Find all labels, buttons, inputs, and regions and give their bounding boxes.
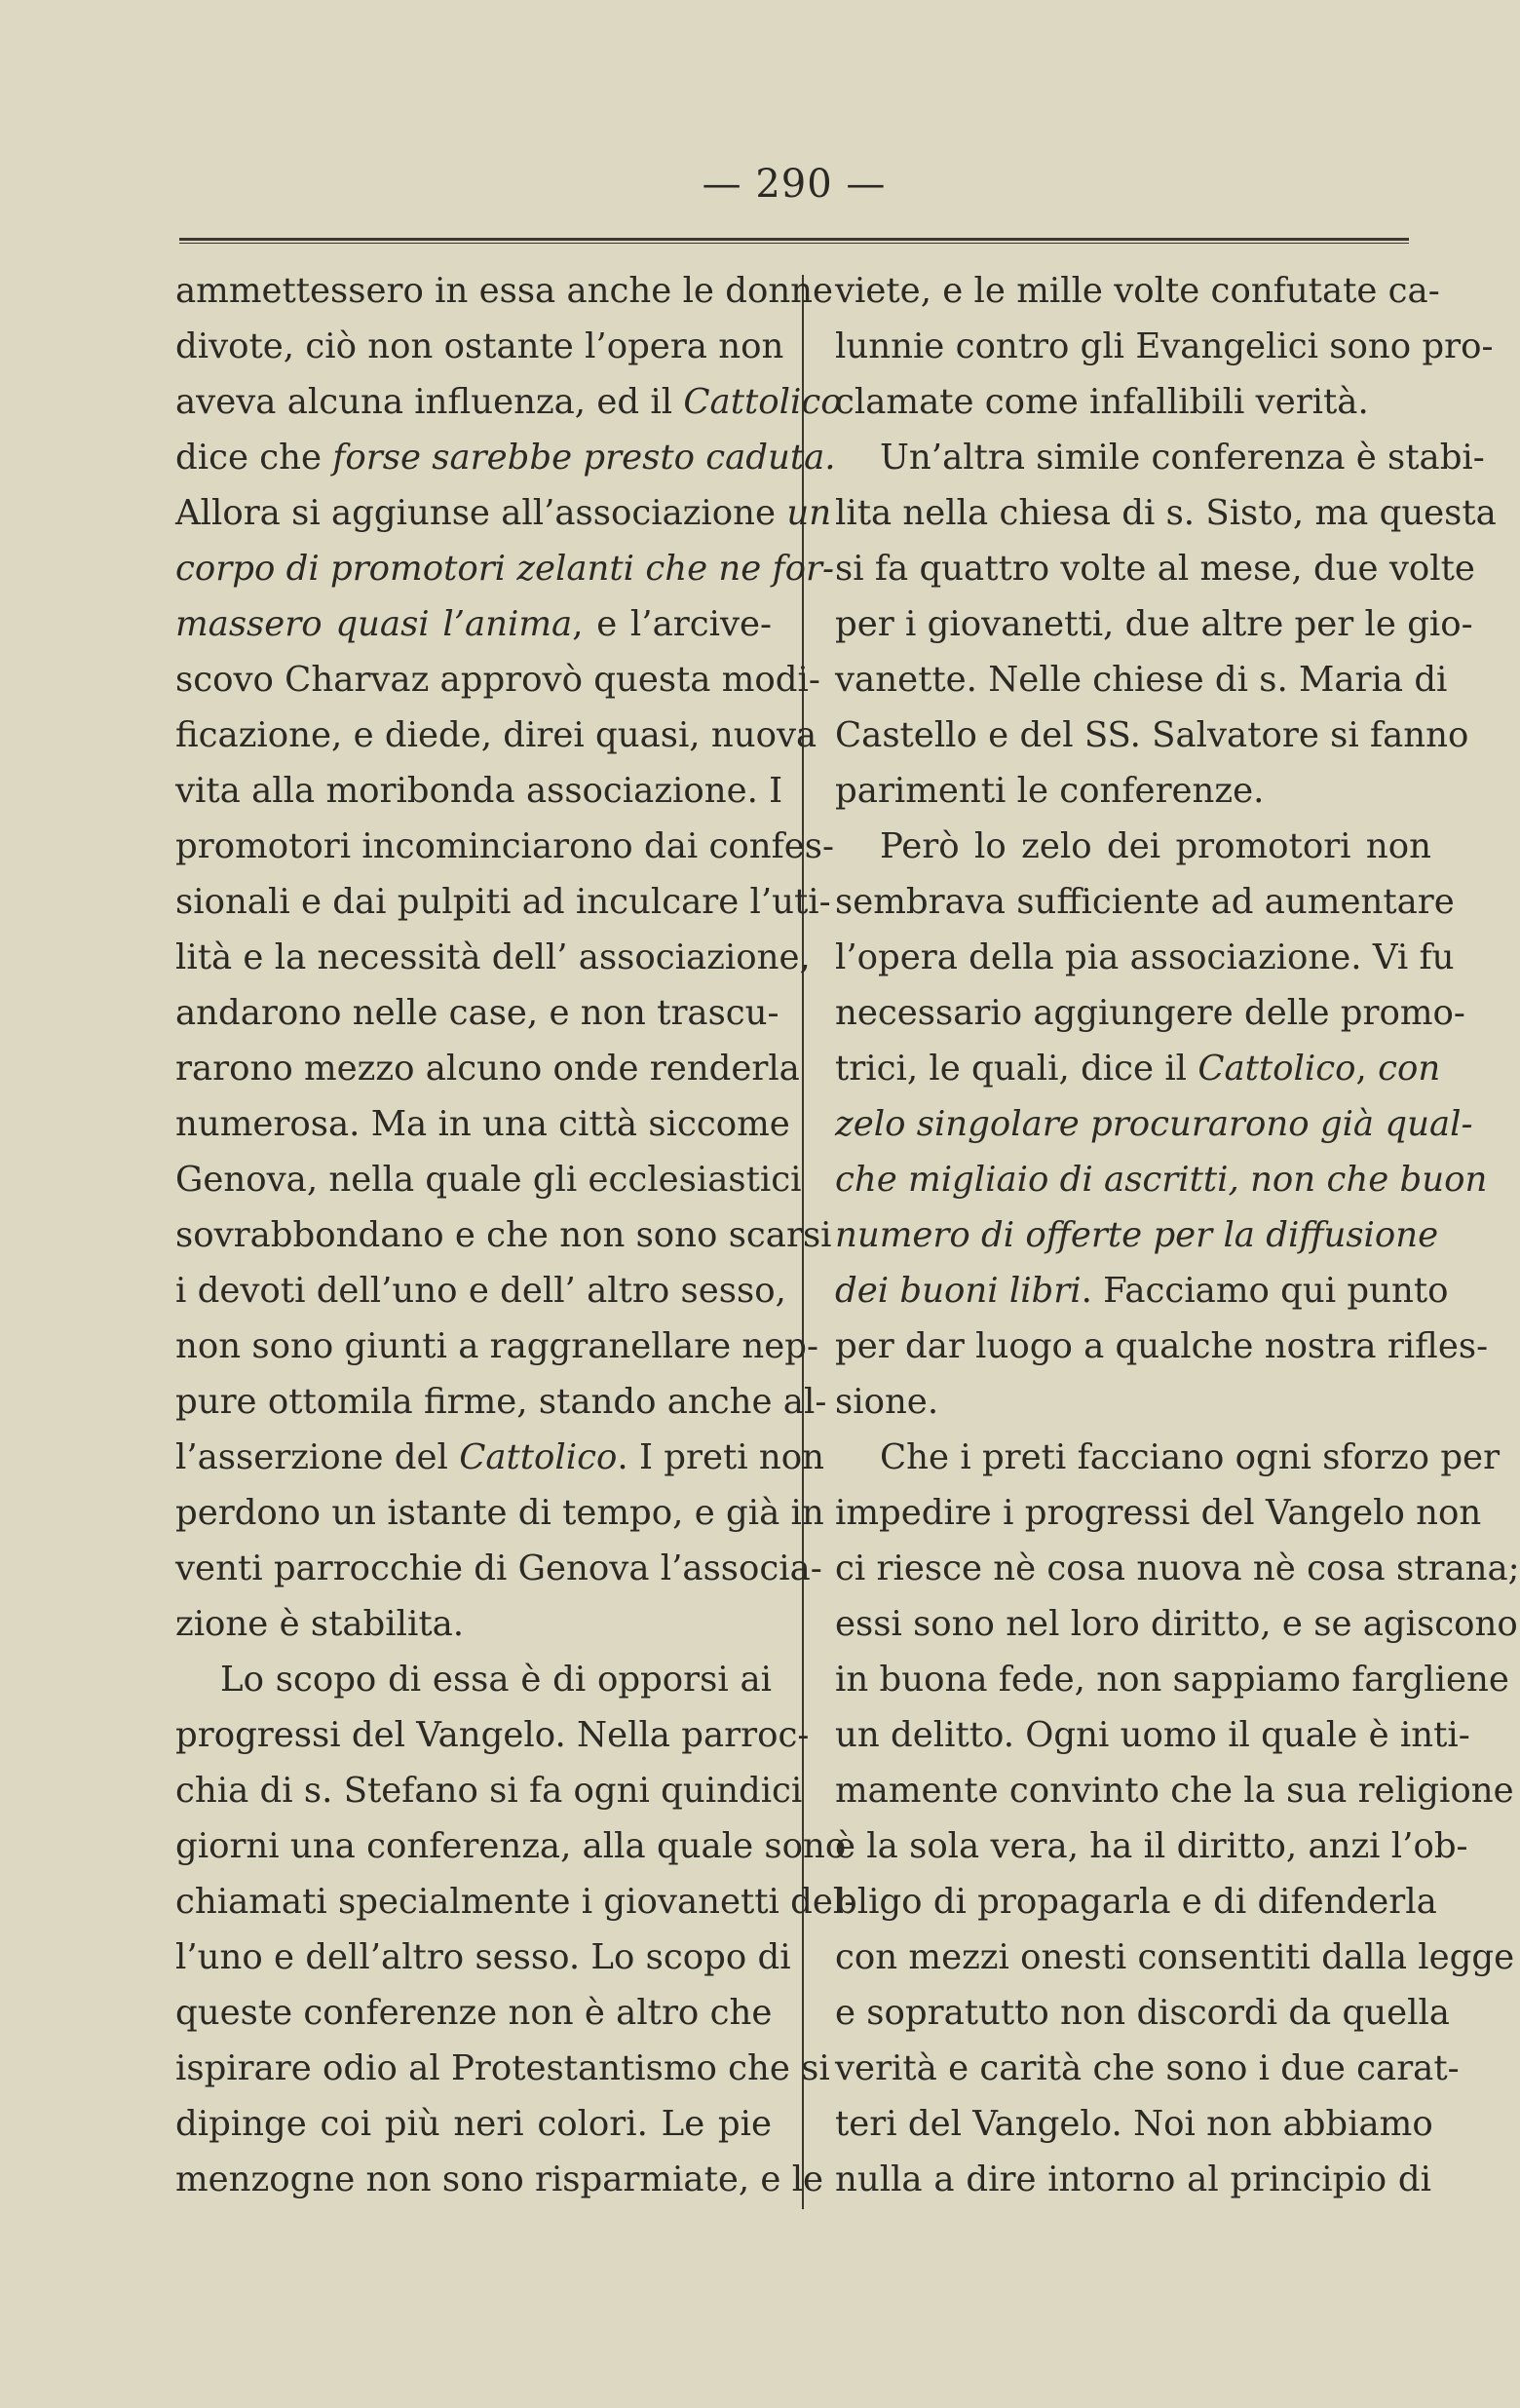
- text-line: [835, 263, 1440, 319]
- text-line: [835, 985, 1465, 1041]
- text-segment: in buona fede, non sappiamo fargliene: [835, 1660, 1509, 1700]
- text-line: [835, 1041, 1441, 1096]
- italic-text: zelo singolare procurarono già qual-: [835, 1104, 1473, 1144]
- text-segment: perdono un istante di tempo, e già in: [175, 1493, 824, 1533]
- text-line: [175, 1930, 791, 1985]
- text-segment: dice che: [175, 438, 333, 478]
- text-line: [175, 2096, 772, 2152]
- text-line: [835, 930, 1455, 985]
- text-segment: l’opera della pia associazione. Vi fu: [835, 937, 1455, 977]
- text-segment: ficazione, e diede, direi quasi, nuova: [175, 715, 817, 755]
- italic-text: dei buoni libri: [835, 1271, 1082, 1311]
- text-segment: ammettessero in essa anche le donne: [175, 271, 834, 311]
- text-line: [835, 2041, 1460, 2096]
- text-line: [835, 1707, 1470, 1763]
- text-segment: Un’altra simile conferenza è stabi-: [880, 438, 1485, 478]
- text-segment: . Facciamo qui punto: [1081, 1271, 1449, 1311]
- text-line: [175, 596, 772, 652]
- text-segment: ,: [1355, 1049, 1379, 1089]
- text-line: [175, 874, 831, 930]
- text-line: [835, 1985, 1450, 2041]
- text-line: [835, 1818, 1468, 1874]
- text-segment: queste conferenze non è altro che: [175, 1993, 773, 2033]
- text-line: [835, 1763, 1514, 1818]
- text-segment: , e l’arcive-: [572, 604, 773, 644]
- text-line: [835, 541, 1475, 596]
- text-line: [175, 1652, 772, 1707]
- text-segment: viete, e le mille volte confutate ca-: [835, 271, 1440, 311]
- italic-text: numero di offerte per la diffusione: [835, 1215, 1439, 1255]
- text-line: [175, 1319, 818, 1374]
- text-line: [175, 1041, 800, 1096]
- text-segment: rarono mezzo alcuno onde renderla: [175, 1049, 800, 1089]
- text-line: [835, 874, 1455, 930]
- text-line: [175, 1541, 822, 1596]
- text-segment: i devoti dell’uno e dell’ altro sesso,: [175, 1271, 786, 1311]
- text-line: [175, 652, 820, 707]
- text-segment: venti parrocchie di Genova l’associa-: [175, 1548, 822, 1588]
- text-segment: sione.: [835, 1382, 939, 1422]
- text-line: [835, 1374, 1431, 1430]
- text-segment: numerosa. Ma in una città siccome: [175, 1104, 790, 1144]
- page-number: — 290 —: [702, 162, 887, 207]
- text-segment: un delitto. Ogni uomo il quale è inti-: [835, 1715, 1470, 1755]
- text-segment: lità e la necessità dell’ associazione,: [175, 937, 811, 977]
- text-line: [835, 1652, 1509, 1707]
- text-segment: aveva alcuna influenza, ed il: [175, 382, 684, 422]
- text-segment: ci riesce nè cosa nuova nè cosa strana;: [835, 1548, 1520, 1588]
- text-segment: e sopratutto non discordi da quella: [835, 1993, 1450, 2033]
- text-segment: Però lo zelo dei promotori non: [880, 826, 1431, 866]
- text-segment: andarono nelle case, e non trascu-: [175, 993, 779, 1033]
- text-segment: l’asserzione del: [175, 1437, 460, 1477]
- text-line: [175, 1207, 832, 1263]
- text-segment: sionali e dai pulpiti ad inculcare l’uti-: [175, 882, 831, 922]
- italic-text: Cattolico: [683, 382, 842, 422]
- text-line: [835, 1207, 1439, 1263]
- text-line: [835, 2096, 1431, 2152]
- text-segment: Che i preti facciano ogni sforzo per: [880, 1437, 1501, 1477]
- text-line: [175, 541, 834, 596]
- text-line: [175, 1763, 803, 1818]
- text-line: [835, 763, 1431, 819]
- text-line: [835, 1430, 1501, 1485]
- text-line: [175, 263, 834, 319]
- text-segment: mamente convinto che la sua religione: [835, 1771, 1514, 1811]
- text-line: [835, 1596, 1518, 1652]
- text-line: [175, 1263, 786, 1319]
- text-segment: lita nella chiesa di s. Sisto, ma questa: [835, 493, 1497, 533]
- text-line: [175, 430, 836, 485]
- text-segment: pure ottomila firme, stando anche al-: [175, 1382, 827, 1422]
- text-segment: divote, ciò non ostante l’opera non: [175, 326, 784, 366]
- text-line: [175, 930, 811, 985]
- text-segment: si fa quattro volte al mese, due volte: [835, 549, 1475, 589]
- text-line: [835, 2152, 1431, 2207]
- text-segment: necessario aggiungere delle promo-: [835, 993, 1465, 1033]
- text-segment: essi sono nel loro diritto, e se agiscono: [835, 1604, 1518, 1644]
- text-segment: ispirare odio al Protestantismo che si: [175, 2048, 830, 2088]
- text-segment: vanette. Nelle chiese di s. Maria di: [835, 660, 1448, 700]
- italic-text: Cattolico: [1197, 1049, 1356, 1089]
- right-column: [835, 263, 1520, 2207]
- text-segment: per i giovanetti, due altre per le gio-: [835, 604, 1473, 644]
- text-line: [175, 485, 832, 541]
- text-segment: trici, le quali, dice il: [835, 1049, 1198, 1089]
- text-line: [835, 485, 1497, 541]
- text-segment: verità e carità che sono i due carat-: [835, 2048, 1460, 2088]
- text-segment: chia di s. Stefano si fa ogni quindici: [175, 1771, 803, 1811]
- italic-text: un: [786, 493, 832, 533]
- italic-text: corpo di promotori zelanti che ne for-: [175, 549, 834, 589]
- text-segment: zione è stabilita.: [175, 1604, 465, 1644]
- text-line: [175, 2152, 824, 2207]
- text-line: [175, 1374, 827, 1430]
- text-line: [835, 596, 1473, 652]
- text-segment: sembrava sufficiente ad aumentare: [835, 882, 1455, 922]
- text-segment: vita alla moribonda associazione. I: [175, 771, 783, 811]
- text-segment: Lo scopo di essa è di opporsi ai: [220, 1660, 772, 1700]
- header-rule: [179, 238, 1409, 244]
- text-segment: sovrabbondano e che non sono scarsi: [175, 1215, 832, 1255]
- text-segment: giorni una conferenza, alla quale sono: [175, 1826, 847, 1866]
- text-line: [835, 1263, 1449, 1319]
- text-segment: promotori incominciarono dai confes-: [175, 826, 834, 866]
- text-line: [835, 1485, 1482, 1541]
- text-segment: non sono giunti a raggranellare nep-: [175, 1326, 818, 1366]
- text-line: [175, 985, 779, 1041]
- text-line: [175, 819, 834, 874]
- italic-text: massero quasi l’anima: [175, 604, 573, 644]
- text-segment: Genova, nella quale gli ecclesiastici: [175, 1160, 802, 1200]
- text-line: [175, 374, 842, 430]
- text-segment: lunnie contro gli Evangelici sono pro-: [835, 326, 1494, 366]
- text-line: [835, 1541, 1520, 1596]
- text-line: [175, 763, 783, 819]
- text-segment: è la sola vera, ha il diritto, anzi l’ob-: [835, 1826, 1468, 1866]
- text-segment: parimenti le conferenze.: [835, 771, 1265, 811]
- text-line: [835, 1096, 1473, 1152]
- text-line: [835, 1319, 1489, 1374]
- text-segment: per dar luogo a qualche nostra rifles-: [835, 1326, 1489, 1366]
- text-line: [175, 2041, 830, 2096]
- text-segment: teri del Vangelo. Noi non abbiamo: [835, 2104, 1433, 2144]
- text-segment: Allora si aggiunse all’associazione: [175, 493, 787, 533]
- text-line: [835, 1930, 1515, 1985]
- text-line: [175, 1707, 810, 1763]
- italic-text: forse sarebbe presto caduta.: [332, 438, 836, 478]
- italic-text: che migliaio di ascritti, non che buon: [835, 1160, 1488, 1200]
- text-line: [175, 1096, 790, 1152]
- text-segment: scovo Charvaz approvò questa modi-: [175, 660, 820, 700]
- text-line: [175, 1430, 824, 1485]
- text-line: [175, 1596, 772, 1652]
- text-line: [835, 707, 1469, 763]
- text-segment: nulla a dire intorno al principio di: [835, 2160, 1431, 2199]
- text-line: [175, 319, 784, 374]
- text-line: [835, 652, 1448, 707]
- text-segment: impedire i progressi del Vangelo non: [835, 1493, 1482, 1533]
- text-segment: dipinge coi più neri colori. Le pie: [175, 2104, 772, 2144]
- text-segment: . I preti non: [617, 1437, 824, 1477]
- text-segment: Castello e del SS. Salvatore si fanno: [835, 715, 1469, 755]
- text-segment: menzogne non sono risparmiate, e le: [175, 2160, 824, 2199]
- text-line: [835, 374, 1431, 430]
- text-segment: con mezzi onesti consentiti dalla legge: [835, 1937, 1515, 1977]
- text-segment: l’uno e dell’altro sesso. Lo scopo di: [175, 1937, 791, 1977]
- text-line: [175, 1818, 847, 1874]
- text-line: [835, 819, 1431, 874]
- text-line: [835, 1152, 1488, 1207]
- text-segment: bligo di propagarla e di difenderla: [835, 1882, 1437, 1922]
- text-segment: clamate come infallibili verità.: [835, 382, 1369, 422]
- text-line: [175, 707, 817, 763]
- text-segment: progressi del Vangelo. Nella parroc-: [175, 1715, 810, 1755]
- text-line: [175, 1485, 824, 1541]
- italic-text: Cattolico: [459, 1437, 618, 1477]
- text-segment: chiamati specialmente i giovanetti del-: [175, 1882, 856, 1922]
- left-column: [175, 263, 856, 2207]
- text-line: [835, 1874, 1437, 1930]
- text-line: [175, 1874, 856, 1930]
- text-line: [835, 430, 1485, 485]
- text-line: [835, 319, 1494, 374]
- italic-text: con: [1378, 1049, 1441, 1089]
- text-line: [175, 1152, 802, 1207]
- text-line: [175, 1985, 772, 2041]
